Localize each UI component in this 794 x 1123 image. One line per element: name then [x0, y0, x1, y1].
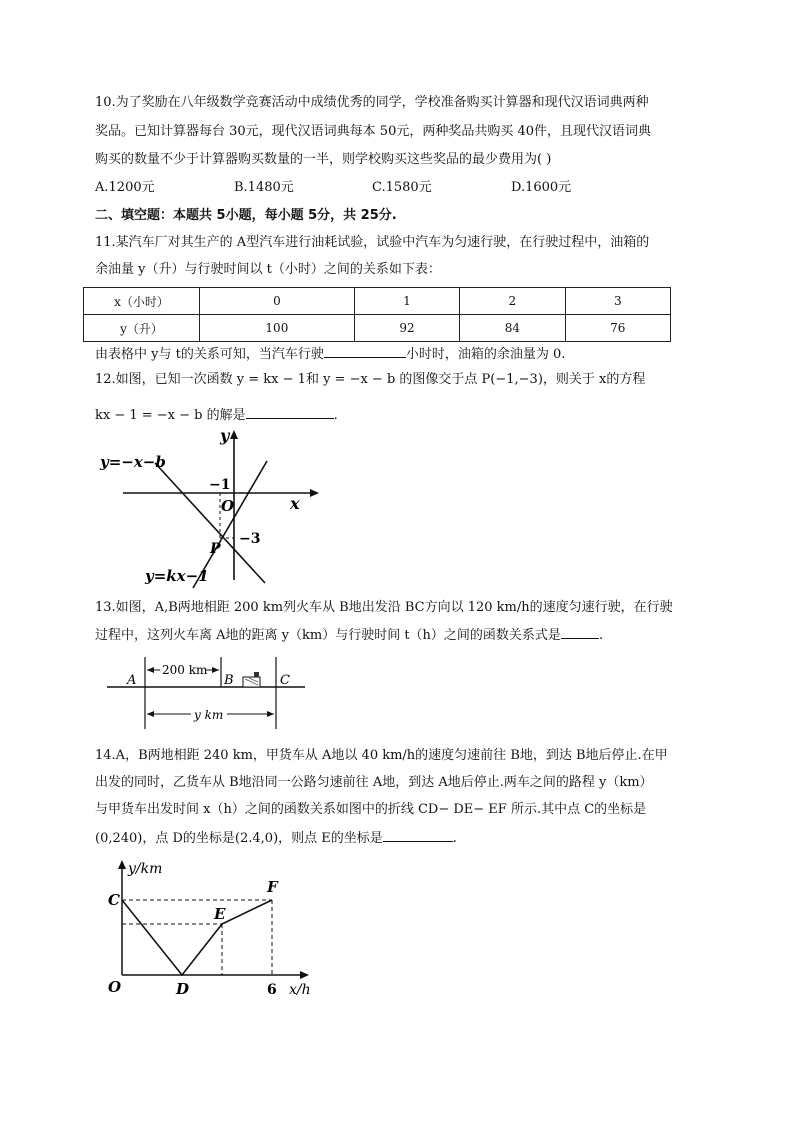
table-cell: 2	[460, 288, 565, 315]
q10-option-d: D.1600元	[511, 180, 572, 195]
y-axis-arrow	[230, 430, 238, 439]
x-axis-arrow	[310, 489, 319, 497]
q14-line-1: 14.A，B两地相距 240 km，甲货车从 A地以 40 km/h的速度匀速前往 B地，到达 B地后停止.在甲	[95, 748, 668, 763]
answer-blank[interactable]	[561, 624, 599, 639]
point-d-label: D	[176, 980, 190, 998]
answer-blank[interactable]	[246, 404, 334, 419]
table-cell: 100	[200, 315, 355, 342]
arrow-head-right	[267, 711, 274, 717]
q11-line-3	[95, 343, 565, 365]
q12-figure	[95, 425, 325, 590]
arrow-head-left	[147, 711, 154, 717]
answer-blank[interactable]	[324, 343, 406, 358]
point-f-label: F	[267, 878, 278, 896]
q10-option-b: B.1480元	[234, 180, 294, 195]
q13-line-2-pre: 过程中，这列火车离 A地的距离 y（km）与行驶时间 t（h）之间的函数关系式是	[95, 628, 561, 643]
table-cell: 1	[354, 288, 459, 315]
table-cell: 76	[565, 315, 670, 342]
q11-line-3-pre: 由表格中 y与 t的关系可知，当汽车行驶	[95, 347, 324, 362]
section-2-heading: 二、填空题：本题共 5小题，每小题 5分，共 25分.	[95, 208, 397, 223]
train-cab-icon	[254, 672, 259, 677]
q12-line-2-post: .	[333, 408, 338, 423]
distance-ab-label: 200 km	[162, 663, 208, 677]
q10-line-3: 购买的数量不少于计算器购买数量的一半，则学校购买这些奖品的最少费用为( )	[95, 152, 552, 167]
tick-6-label: 6	[267, 982, 277, 998]
q14-line-2: 出发的同时，乙货车从 B地沿同一公路匀速前往 A地，到达 A地后停止.两车之间的路程 y（km）	[95, 775, 653, 790]
table-cell: 84	[460, 315, 565, 342]
q14-line-4-post: .	[452, 831, 457, 846]
q10-line-1: 10.为了奖励在八年级数学竞赛活动中成绩优秀的同学，学校准备购买计算器和现代汉语词典两种	[95, 95, 649, 110]
y-axis-arrow	[118, 860, 126, 869]
table-cell: 0	[200, 288, 355, 315]
q12-line-2-pre: kx − 1 = −x − b 的解是	[95, 408, 246, 423]
point-e-label: E	[214, 905, 226, 923]
q10-line-2: 奖品。已知计算器每台 30元，现代汉语词典每本 50元，两种奖品共购买 40件，且现代汉语词典	[95, 124, 652, 139]
table-cell: 92	[354, 315, 459, 342]
point-c-label: C	[280, 673, 290, 688]
point-a-label: A	[127, 673, 137, 688]
table-row	[84, 288, 671, 315]
q10-option-a: A.1200元	[95, 180, 155, 195]
q14-line-3: 与甲货车出发时间 x（h）之间的函数关系如图中的折线 CD− DE− EF 所示.其中点 C的坐标是	[95, 802, 647, 817]
q13-line-2-post: .	[598, 628, 604, 643]
table-cell: y（升）	[84, 315, 200, 342]
x-axis-arrow	[300, 971, 309, 979]
q12-line-1: 12.如图，已知一次函数 y = kx − 1和 y = −x − b 的图像交于点 P(−1,−3)，则关于 x的方程	[95, 372, 646, 387]
tick-x-label: −1	[209, 477, 231, 493]
q11-line-2: 余油量 y（升）与行驶时间以 t（小时）之间的关系如下表：	[95, 262, 441, 277]
label-line-y-kx-1: y=kx−1	[145, 567, 209, 585]
x-axis-label: x/h	[289, 982, 311, 998]
arrow-head-left	[147, 667, 154, 673]
q11-table	[83, 287, 671, 342]
origin-label: O	[108, 978, 122, 996]
arrow-head-right	[212, 667, 219, 673]
y-axis-label: y/km	[128, 861, 163, 877]
tick-y-label: −3	[239, 531, 261, 547]
q14-figure	[100, 853, 330, 1003]
x-axis-label: x	[290, 494, 300, 513]
point-b-label: B	[224, 673, 234, 688]
q14-line-4-pre: (0,240)，点 D的坐标是(2.4,0)，则点 E的坐标是	[95, 831, 383, 846]
point-c-label: C	[108, 891, 120, 909]
point-p-label: P	[210, 541, 221, 557]
label-line-y-neg-x-b: y=−x−b	[100, 453, 166, 471]
distance-y-label: y km	[194, 708, 224, 722]
table-cell: 3	[565, 288, 670, 315]
q12-line-2	[95, 404, 338, 426]
q11-line-3-post: 小时时，油箱的余油量为 0.	[405, 347, 566, 362]
q13-figure	[105, 655, 310, 735]
table-row	[84, 315, 671, 342]
y-axis-label: y	[220, 426, 230, 445]
origin-label: O	[221, 497, 235, 515]
table-cell: x（小时）	[84, 288, 200, 315]
answer-blank[interactable]	[383, 827, 453, 842]
q10-option-c: C.1580元	[372, 180, 432, 195]
q11-line-1: 11.某汽车厂对其生产的 A型汽车进行油耗试验，试验中汽车为匀速行驶，在行驶过程中，油箱的	[95, 235, 650, 250]
q14-line-4	[95, 827, 457, 849]
polyline-cd-de-ef	[122, 900, 272, 975]
q13-line-1: 13.如图，A,B两地相距 200 km列火车从 B地出发沿 BC方向以 120 km/h的速度匀速行驶，在行驶	[95, 600, 673, 615]
q13-line-2	[95, 624, 603, 646]
